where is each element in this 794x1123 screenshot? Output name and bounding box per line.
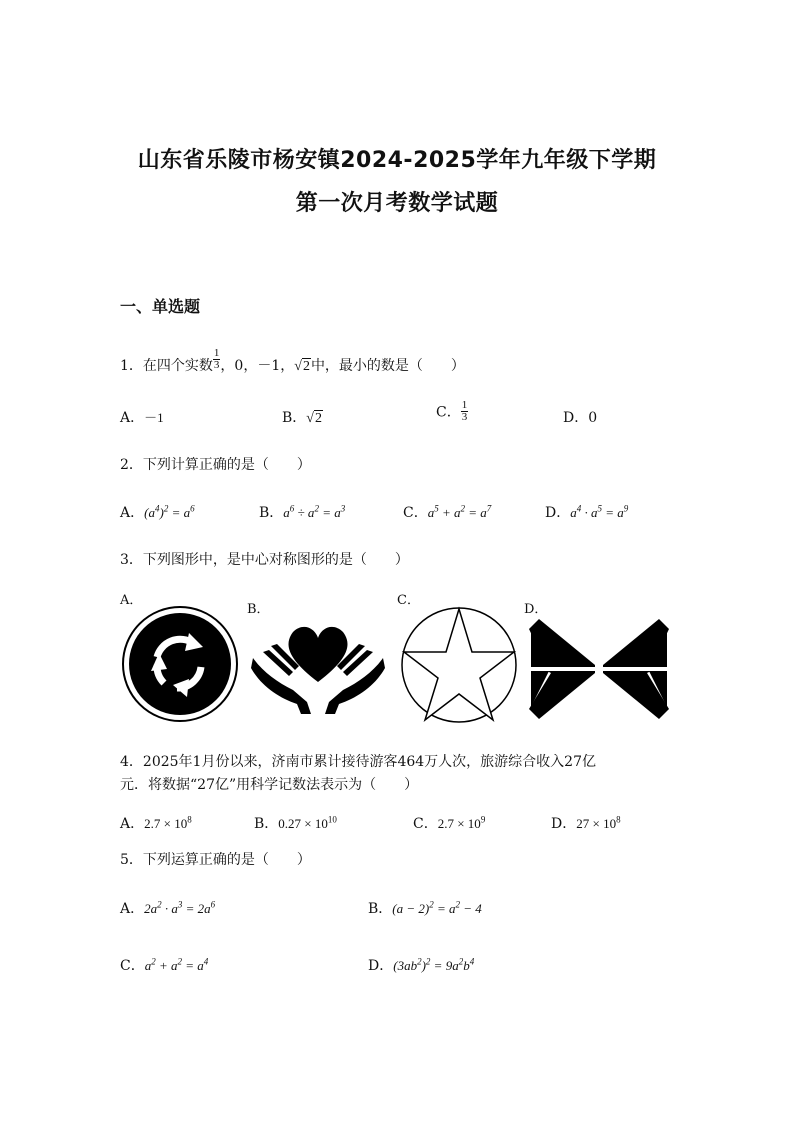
- heart-hands-figure[interactable]: [249, 620, 387, 716]
- q5-a-label: A．: [120, 901, 145, 917]
- q5-option-c[interactable]: [120, 955, 208, 975]
- q2-d-label: D．: [545, 505, 571, 521]
- q1-b-label: B．: [282, 410, 307, 426]
- q1-option-d[interactable]: D．0: [563, 410, 598, 426]
- q2-option-c[interactable]: [403, 502, 491, 522]
- q5-option-d[interactable]: [368, 955, 474, 975]
- section-heading: 一、单选题: [120, 297, 201, 316]
- q2-d-math: $a^4 \cdot a^5 = a^9$: [570, 503, 629, 520]
- bowtie-figure[interactable]: [527, 617, 671, 721]
- q4-c-math: $2.7 \times 10^9$: [437, 814, 486, 831]
- q1-option-b[interactable]: [282, 407, 323, 427]
- q1-mid: ，0，－1，: [220, 358, 295, 374]
- q1-sqrt-val: 2: [302, 359, 310, 374]
- roundabout-sign-figure[interactable]: [121, 605, 239, 723]
- q3-a-label[interactable]: A．: [120, 593, 143, 608]
- star-in-circle-figure[interactable]: [400, 606, 518, 724]
- q1-c-den: 3: [461, 411, 468, 423]
- question-3: 3．下列图形中，是中心对称图形的是（ ）: [120, 552, 409, 568]
- page-title-line1: 山东省乐陵市杨安镇2024-2025学年九年级下学期: [137, 148, 657, 173]
- question-4-line1: 4．2025年1月份以来，济南市累计接待游客464万人次，旅游综合收入27亿: [120, 754, 596, 770]
- q5-c-label: C．: [120, 958, 145, 974]
- q4-option-a[interactable]: [120, 813, 192, 833]
- q1-option-c[interactable]: [436, 400, 468, 423]
- q1-c-label: C．: [436, 404, 461, 421]
- q4-a-label: A．: [120, 816, 145, 832]
- q1-a-label: A．: [120, 410, 145, 426]
- q3-c-label[interactable]: C．: [397, 593, 420, 608]
- q5-option-a[interactable]: [120, 898, 215, 918]
- q5-a-math: $2a^2 \cdot a^3 = 2a^6$: [144, 899, 216, 916]
- q1-frac-num: 1: [213, 346, 220, 359]
- q4-option-d[interactable]: [551, 813, 621, 833]
- q4-option-c[interactable]: [413, 813, 485, 833]
- question-1: [120, 346, 465, 375]
- q4-b-label: B．: [254, 816, 279, 832]
- page-title-line2: 第一次月考数学试题: [295, 191, 499, 216]
- q5-c-math: $a^2 + a^2 = a^4$: [144, 956, 209, 973]
- q2-a-math: $(a^4)^2 = a^6$: [144, 503, 195, 520]
- q1-b-sqrt: √2: [306, 411, 322, 426]
- q1-frac-den: 3: [213, 358, 220, 371]
- q1-c-fraction: [461, 400, 469, 423]
- q2-c-label: C．: [403, 505, 428, 521]
- q4-d-math: $27 \times 10^8$: [576, 814, 621, 831]
- q5-b-label: B．: [368, 901, 393, 917]
- q2-b-label: B．: [259, 505, 284, 521]
- q1-b-sqrt-val: 2: [314, 411, 322, 426]
- q2-option-b[interactable]: [259, 502, 345, 522]
- q2-b-math: $a^6 \div a^2 = a^3$: [283, 503, 346, 520]
- q1-option-a[interactable]: [120, 407, 164, 427]
- q2-a-label: A．: [120, 505, 145, 521]
- q5-option-b[interactable]: [368, 898, 482, 918]
- q4-option-b[interactable]: [254, 813, 337, 833]
- q3-d-label[interactable]: D．: [524, 602, 548, 617]
- q5-d-label: D．: [368, 958, 394, 974]
- q1-sqrt: √2: [294, 359, 310, 374]
- q2-option-d[interactable]: [545, 502, 628, 522]
- q1-a-math: －1: [144, 410, 164, 425]
- question-4-line2: 元．将数据“27亿”用科学记数法表示为（ ）: [120, 777, 419, 793]
- q1-pre: 1．在四个实数: [120, 358, 213, 374]
- q4-c-label: C．: [413, 816, 438, 832]
- q4-b-math: $0.27 \times 10^{10}$: [278, 814, 337, 831]
- q5-d-math: $(3ab^2)^2 = 9a^2b^4$: [393, 956, 475, 973]
- question-2: 2．下列计算正确的是（ ）: [120, 457, 311, 473]
- q4-a-math: $2.7 \times 10^8$: [144, 814, 192, 831]
- q3-b-label[interactable]: B．: [247, 602, 270, 617]
- q4-d-label: D．: [551, 816, 577, 832]
- q2-c-math: $a^5 + a^2 = a^7$: [427, 503, 492, 520]
- q5-b-math: $(a - 2)^2 = a^2 - 4$: [392, 899, 482, 916]
- q1-post: 中，最小的数是（ ）: [310, 358, 465, 374]
- q2-option-a[interactable]: [120, 502, 195, 522]
- question-5: 5．下列运算正确的是（ ）: [120, 852, 311, 868]
- q1-c-num: 1: [461, 399, 468, 411]
